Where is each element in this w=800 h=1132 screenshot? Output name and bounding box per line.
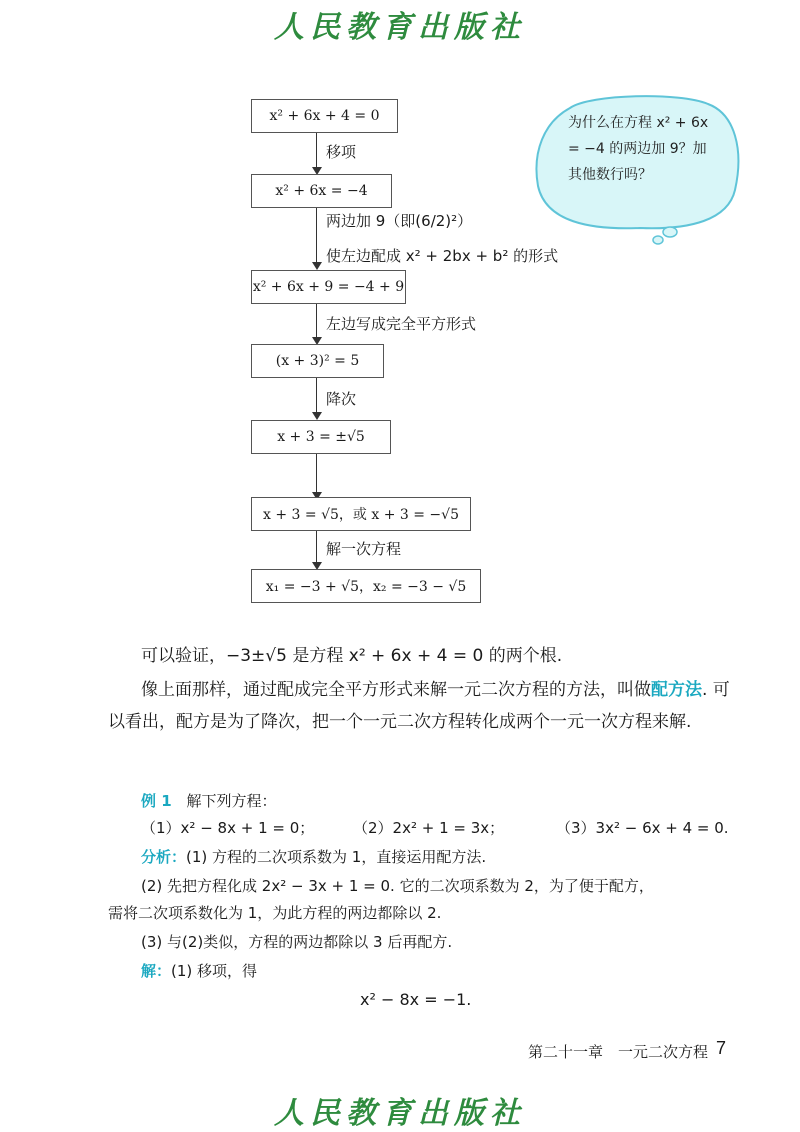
verify-paragraph: 可以验证，−3±√5 是方程 x² + 6x + 4 = 0 的两个根.	[141, 646, 563, 666]
flow-box-solutions: x₁ = −3 + √5，x₂ = −3 − √5	[251, 569, 481, 603]
flow-arrow	[316, 531, 317, 562]
definition-term: 配方法	[651, 680, 702, 700]
analysis-line-1	[141, 844, 486, 871]
analysis-line-3: 需将二次项系数化为 1，为此方程的两边都除以 2.	[108, 904, 442, 922]
flow-arrow-head	[312, 412, 322, 420]
flow-step-label: 解一次方程	[326, 540, 402, 558]
flow-step-label: 左边写成完全平方形式	[326, 315, 477, 333]
bubble-tail-dot	[653, 236, 663, 244]
example-question-3: （3）3x² − 6x + 4 = 0.	[556, 819, 729, 837]
solution-text: (1) 移项，得	[171, 962, 258, 980]
publisher-watermark-bottom: 人民教育出版社	[274, 1096, 526, 1131]
example-prompt: 解下列方程：	[186, 792, 277, 810]
flow-box-split: x + 3 = √5，或 x + 3 = −√5	[251, 497, 471, 531]
example-question-2: （2）2x² + 1 = 3x；	[353, 819, 505, 837]
definition-text: 像上面那样，通过配成完全平方形式来解一元二次方程的方法，叫做	[141, 680, 651, 700]
flow-box-square: (x + 3)² = 5	[251, 344, 384, 378]
example-question-1: （1）x² − 8x + 1 = 0；	[141, 819, 315, 837]
bubble-tail-dot	[663, 227, 677, 237]
flow-box-root: x + 3 = ±√5	[251, 420, 391, 454]
analysis-line-2: (2) 先把方程化成 2x² − 3x + 1 = 0. 它的二次项系数为 2，为了便于配方，	[141, 877, 654, 895]
flow-arrow	[316, 133, 317, 167]
flow-arrow	[316, 378, 317, 412]
analysis-line-4: (3) 与(2)类似，方程的两边都除以 3 后再配方.	[141, 933, 453, 951]
publisher-watermark-top: 人民教育出版社	[274, 10, 526, 45]
example-label: 例 1	[141, 792, 172, 810]
chapter-footer: 第二十一章 一元二次方程	[528, 1043, 709, 1061]
definition-paragraph	[108, 674, 744, 738]
flow-step-label: 降次	[326, 390, 357, 408]
solution-equation: x² − 8x = −1.	[360, 990, 472, 1009]
flow-step-label: 两边加 9（即(6/2)²）	[326, 212, 473, 230]
flow-arrow	[316, 454, 317, 492]
flow-box-moved: x² + 6x = −4	[251, 174, 392, 208]
solution-line	[141, 958, 257, 985]
flow-arrow	[316, 304, 317, 337]
analysis-label: 分析：	[141, 848, 187, 866]
page-number: 7	[716, 1038, 727, 1058]
flow-step-label: 使左边配成 x² + 2bx + b² 的形式	[326, 247, 559, 265]
flow-box-equation: x² + 6x + 4 = 0	[251, 99, 398, 133]
example-heading	[141, 788, 276, 815]
flow-box-add-nine: x² + 6x + 9 = −4 + 9	[251, 270, 406, 304]
bubble-question: 为什么在方程 x² + 6x = −4 的两边加 9？加其他数行吗？	[568, 115, 709, 183]
flow-arrow-head	[312, 262, 322, 270]
solution-label: 解：	[141, 962, 172, 980]
definition-text: . 可以看出，配方是为了降次，把一个一元二次方程转化成两个一元一次方程来解.	[108, 680, 730, 732]
flow-step-label: 移项	[326, 143, 357, 161]
analysis-text: (1) 方程的二次项系数为 1，直接运用配方法.	[186, 848, 487, 866]
flow-arrow	[316, 208, 317, 262]
